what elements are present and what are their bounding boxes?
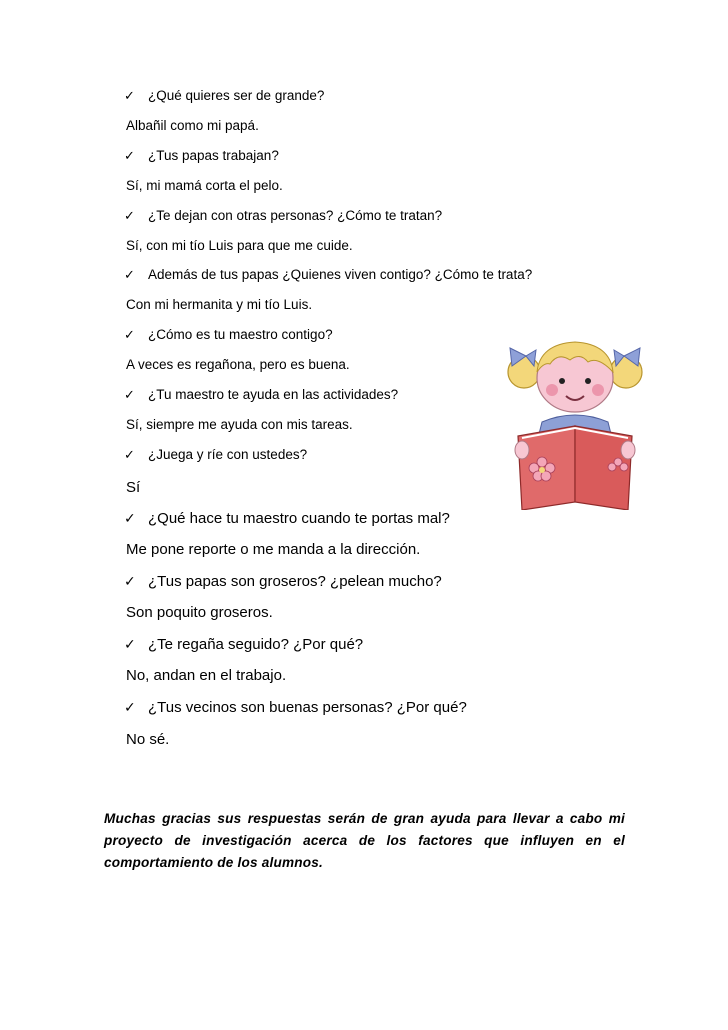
girl-reading-book-icon: [500, 326, 650, 510]
question-2: ✓ ¿Tus papas trabajan?: [124, 148, 279, 164]
answer-9: Son poquito groseros.: [126, 604, 273, 621]
checkmark-icon: ✓: [124, 448, 135, 463]
answer-3: Sí, con mi tío Luis para que me cuide.: [126, 238, 353, 253]
question-8: ✓ ¿Qué hace tu maestro cuando te portas mal?: [124, 510, 450, 527]
checkmark-icon: ✓: [124, 328, 135, 343]
checkmark-icon: ✓: [124, 511, 136, 527]
checkmark-icon: ✓: [124, 574, 136, 590]
question-4: ✓ Además de tus papas ¿Quienes viven contigo? ¿Cómo te trata?: [124, 267, 533, 283]
question-11: ✓ ¿Tus vecinos son buenas personas? ¿Por qué?: [124, 699, 467, 716]
answer-5: A veces es regañona, pero es buena.: [126, 357, 350, 372]
checkmark-icon: ✓: [124, 637, 136, 653]
answer-11: No sé.: [126, 731, 170, 748]
answer-1: Albañil como mi papá.: [126, 118, 259, 133]
checkmark-icon: ✓: [124, 209, 135, 224]
checkmark-icon: ✓: [124, 700, 136, 716]
checkmark-icon: ✓: [124, 268, 135, 283]
question-6: ✓ ¿Tu maestro te ayuda en las actividades?: [124, 387, 399, 403]
checkmark-icon: ✓: [124, 149, 135, 164]
checkmark-icon: ✓: [124, 388, 135, 403]
question-5: ✓ ¿Cómo es tu maestro contigo?: [124, 327, 333, 343]
question-9: ✓ ¿Tus papas son groseros? ¿pelean mucho?: [124, 573, 442, 590]
answer-7: Sí: [126, 479, 141, 496]
answer-4: Con mi hermanita y mi tío Luis.: [126, 297, 313, 312]
question-3: ✓ ¿Te dejan con otras personas? ¿Cómo te tratan?: [124, 208, 443, 224]
question-10: ✓ ¿Te regaña seguido? ¿Por qué?: [124, 636, 364, 653]
answer-8: Me pone reporte o me manda a la dirección.: [126, 541, 421, 558]
question-7: ✓ ¿Juega y ríe con ustedes?: [124, 447, 308, 463]
closing-paragraph: Muchas gracias sus respuestas serán de gran ayuda para llevar a cabo mi proyecto de investigación acerca de los factores que influyen en el comportamiento de los alumnos.: [104, 811, 625, 870]
answer-10: No, andan en el trabajo.: [126, 667, 287, 684]
checkmark-icon: ✓: [124, 89, 135, 104]
answer-2: Sí, mi mamá corta el pelo.: [126, 178, 283, 193]
question-1: ✓ ¿Qué quieres ser de grande?: [124, 88, 325, 104]
answer-6: Sí, siempre me ayuda con mis tareas.: [126, 417, 353, 432]
